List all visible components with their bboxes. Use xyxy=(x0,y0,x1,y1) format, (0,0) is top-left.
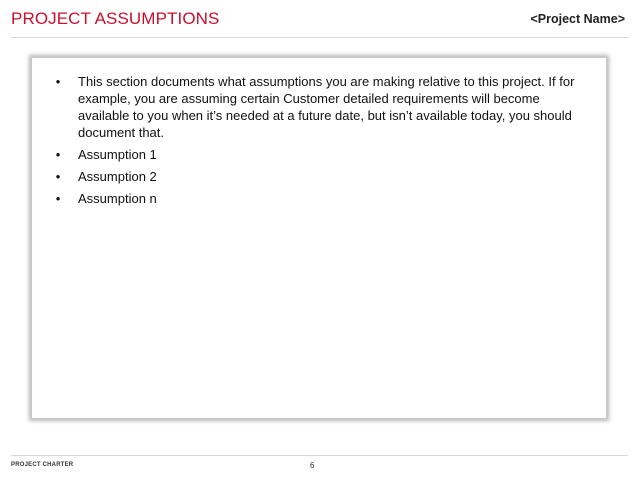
bullet-text: Assumption 1 xyxy=(78,147,157,162)
bullet-icon: • xyxy=(55,74,61,89)
footer-divider xyxy=(11,455,628,456)
project-name-label: <Project Name> xyxy=(530,12,625,26)
bullet-text: This section documents what assumptions you are making relative to this project. If for example, you are assuming certain Customer detailed requirements will become available to you when it’s needed at a future date, but isn’t available today, you should document that. xyxy=(78,74,575,140)
bullet-icon: • xyxy=(55,191,61,206)
list-item xyxy=(32,168,606,185)
bullet-text: Assumption n xyxy=(78,191,157,206)
bullet-text: Assumption 2 xyxy=(78,169,157,184)
bullet-icon: • xyxy=(55,169,61,184)
header-divider xyxy=(11,37,628,38)
page-number: 6 xyxy=(310,461,315,470)
list-item xyxy=(32,73,606,141)
list-item xyxy=(32,146,606,163)
page-title: PROJECT ASSUMPTIONS xyxy=(11,9,220,28)
list-item xyxy=(32,190,606,207)
footer-document-label: PROJECT CHARTER xyxy=(11,462,74,468)
assumption-list xyxy=(32,73,606,212)
bullet-icon: • xyxy=(55,147,61,162)
content-card xyxy=(31,57,607,419)
